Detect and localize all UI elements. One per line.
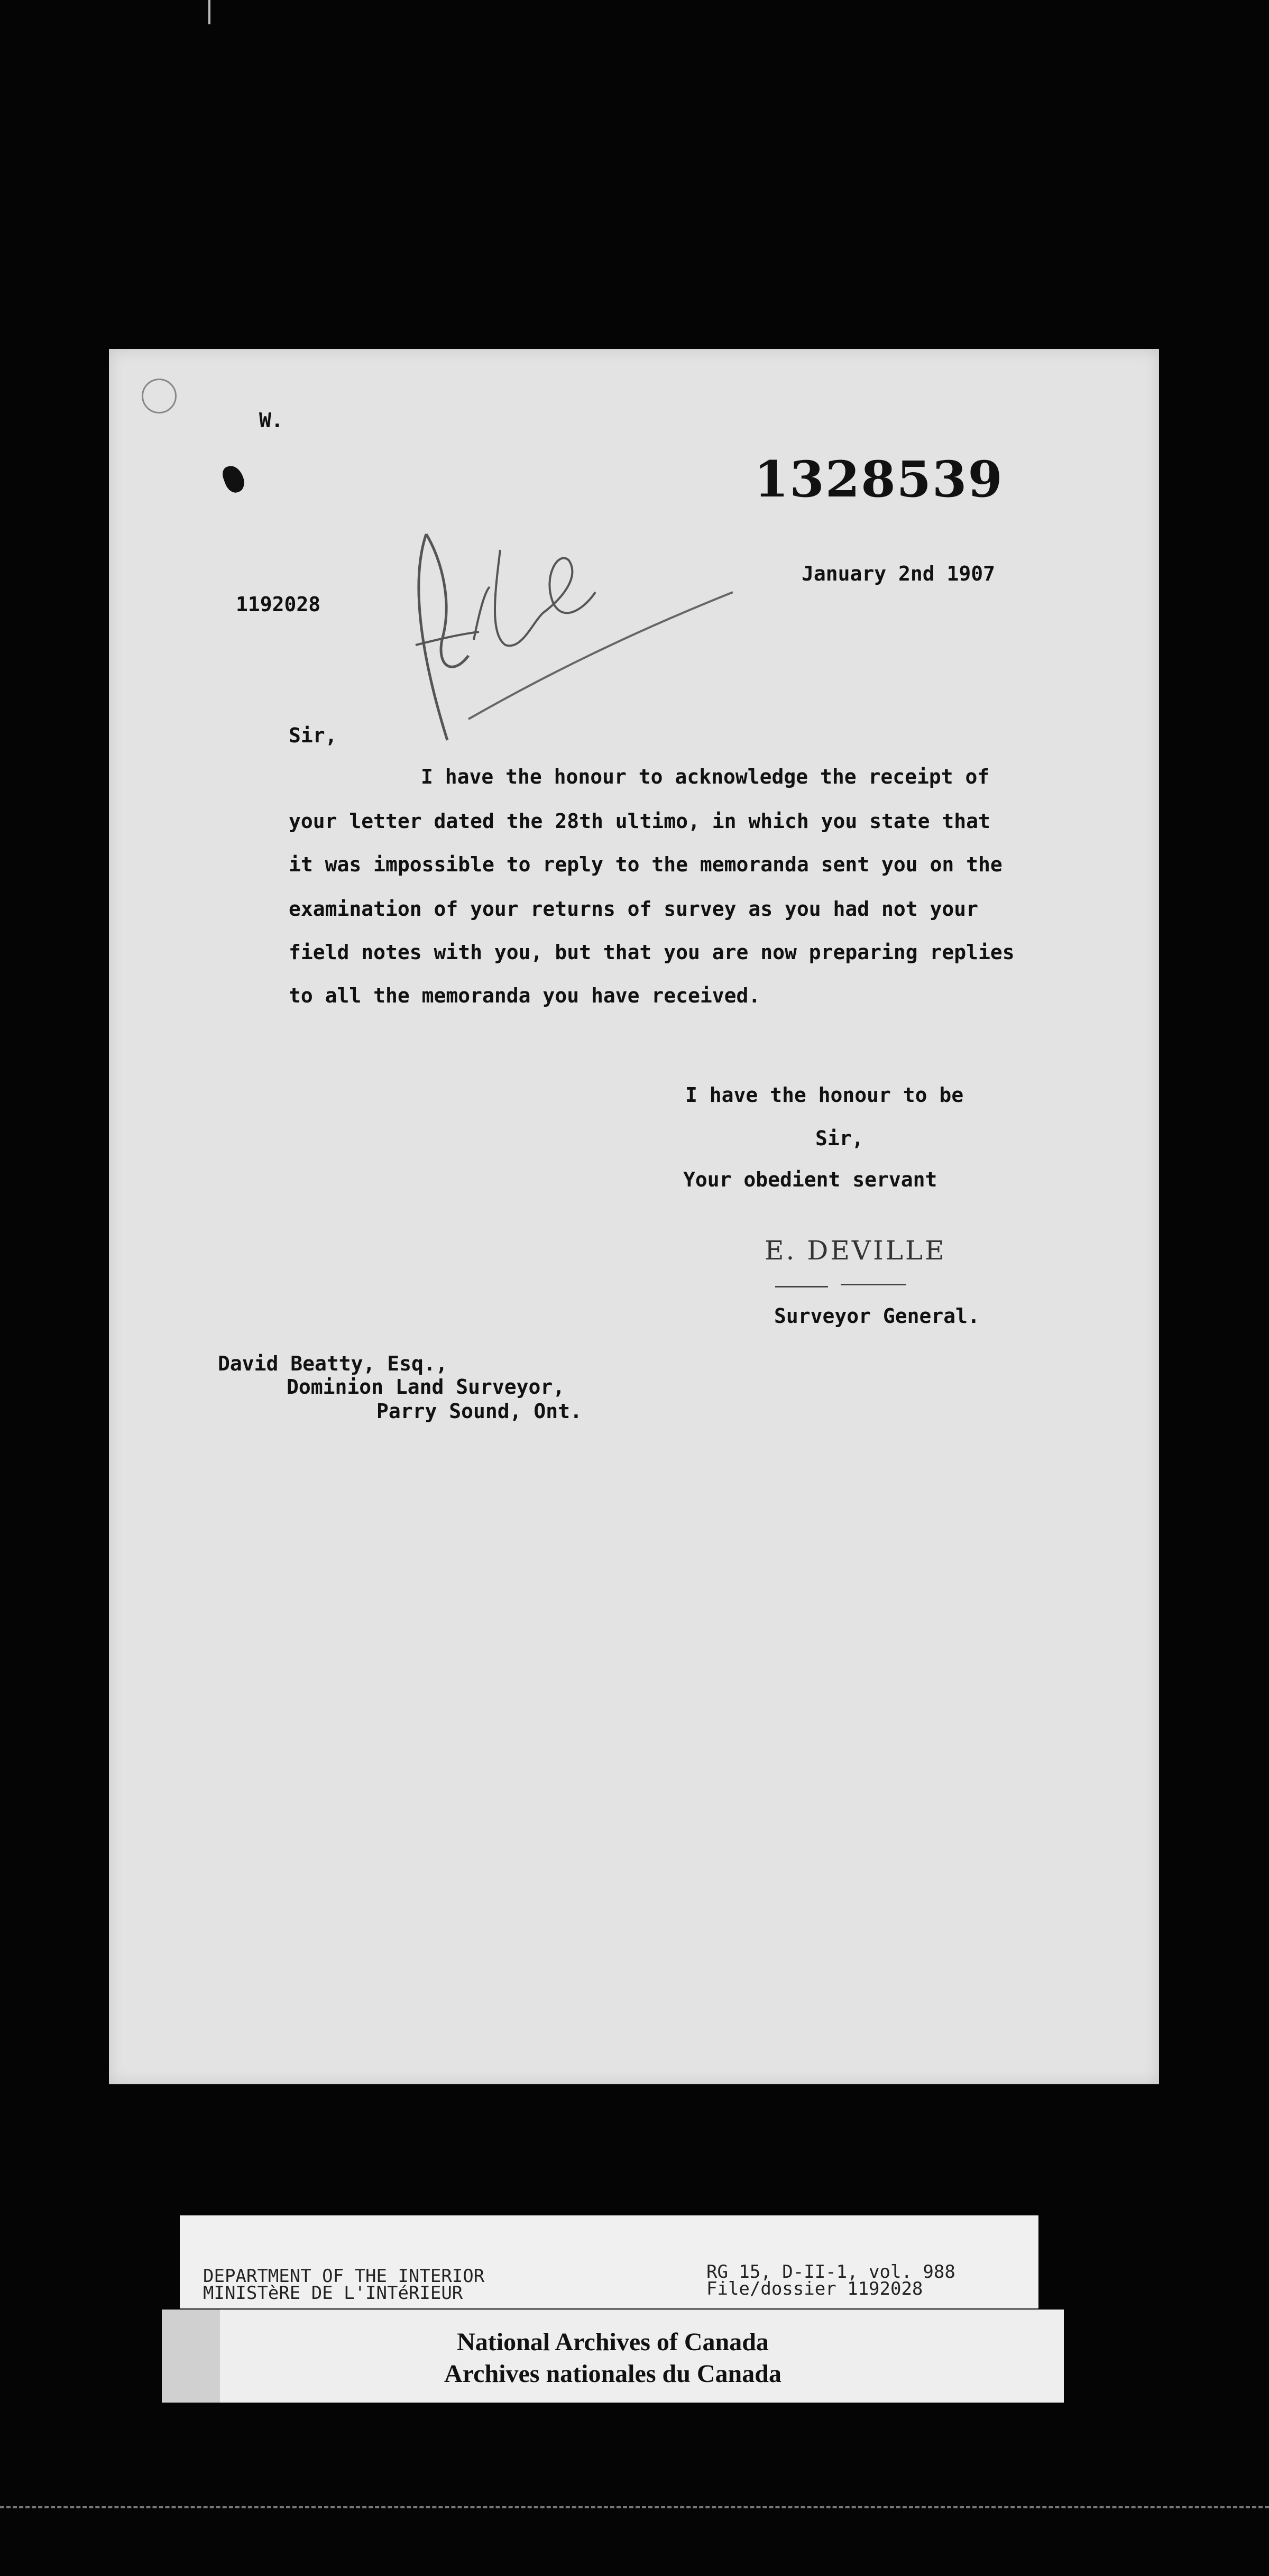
- archive-name-label: [162, 2310, 1064, 2403]
- archive-name-french: Archives nationales du Canada: [444, 2360, 781, 2388]
- archive-name-english: National Archives of Canada: [457, 2328, 769, 2356]
- label-shadow: [162, 2310, 220, 2403]
- closing-line-1: I have the honour to be: [685, 1083, 964, 1107]
- letter-page: [109, 349, 1159, 2084]
- scan-edge-mark: [208, 0, 210, 24]
- body-line-2: your letter dated the 28th ultimo, in which you state that: [289, 809, 990, 833]
- recipient-position: Dominion Land Surveyor,: [287, 1375, 565, 1399]
- body-line-5: field notes with you, but that you are now preparing replies: [289, 941, 1015, 964]
- signature-underline-right: [841, 1284, 906, 1285]
- department-french: MINISTèRE DE L'INTéRIEUR: [203, 2283, 463, 2304]
- body-line-4: examination of your returns of survey as you had not your: [289, 897, 979, 921]
- signature-underline-left: [775, 1286, 828, 1287]
- ink-blot: [220, 463, 247, 495]
- salutation: Sir,: [289, 724, 337, 747]
- department-english: DEPARTMENT OF THE INTERIOR: [203, 2266, 485, 2287]
- closing-line-2: Sir,: [815, 1127, 864, 1150]
- letter-date: January 2nd 1907: [802, 562, 996, 585]
- signatory-title: Surveyor General.: [774, 1304, 980, 1328]
- reference-number: 1192028: [236, 593, 321, 616]
- scan-dashed-border: [0, 2506, 1269, 2508]
- signature-stamp: E. DEVILLE: [765, 1235, 946, 1266]
- archive-reference-label: [180, 2215, 1038, 2308]
- recipient-name: David Beatty, Esq.,: [218, 1352, 448, 1375]
- file-number: 1328539: [754, 450, 1004, 509]
- body-line-3: it was impossible to reply to the memoranda sent you on the: [289, 853, 1003, 876]
- circle-stamp-mark: [142, 379, 177, 413]
- body-line-6: to all the memoranda you have received.: [289, 984, 761, 1007]
- file-dossier-reference: File/dossier 1192028: [706, 2278, 923, 2299]
- handwritten-file-annotation: [405, 518, 807, 751]
- initial-mark: W.: [259, 409, 283, 432]
- record-group-reference: RG 15, D-II-1, vol. 988: [706, 2261, 955, 2283]
- body-line-1: I have the honour to acknowledge the receipt of: [421, 765, 990, 788]
- closing-line-3: Your obedient servant: [683, 1168, 937, 1191]
- recipient-address: Parry Sound, Ont.: [376, 1400, 582, 1423]
